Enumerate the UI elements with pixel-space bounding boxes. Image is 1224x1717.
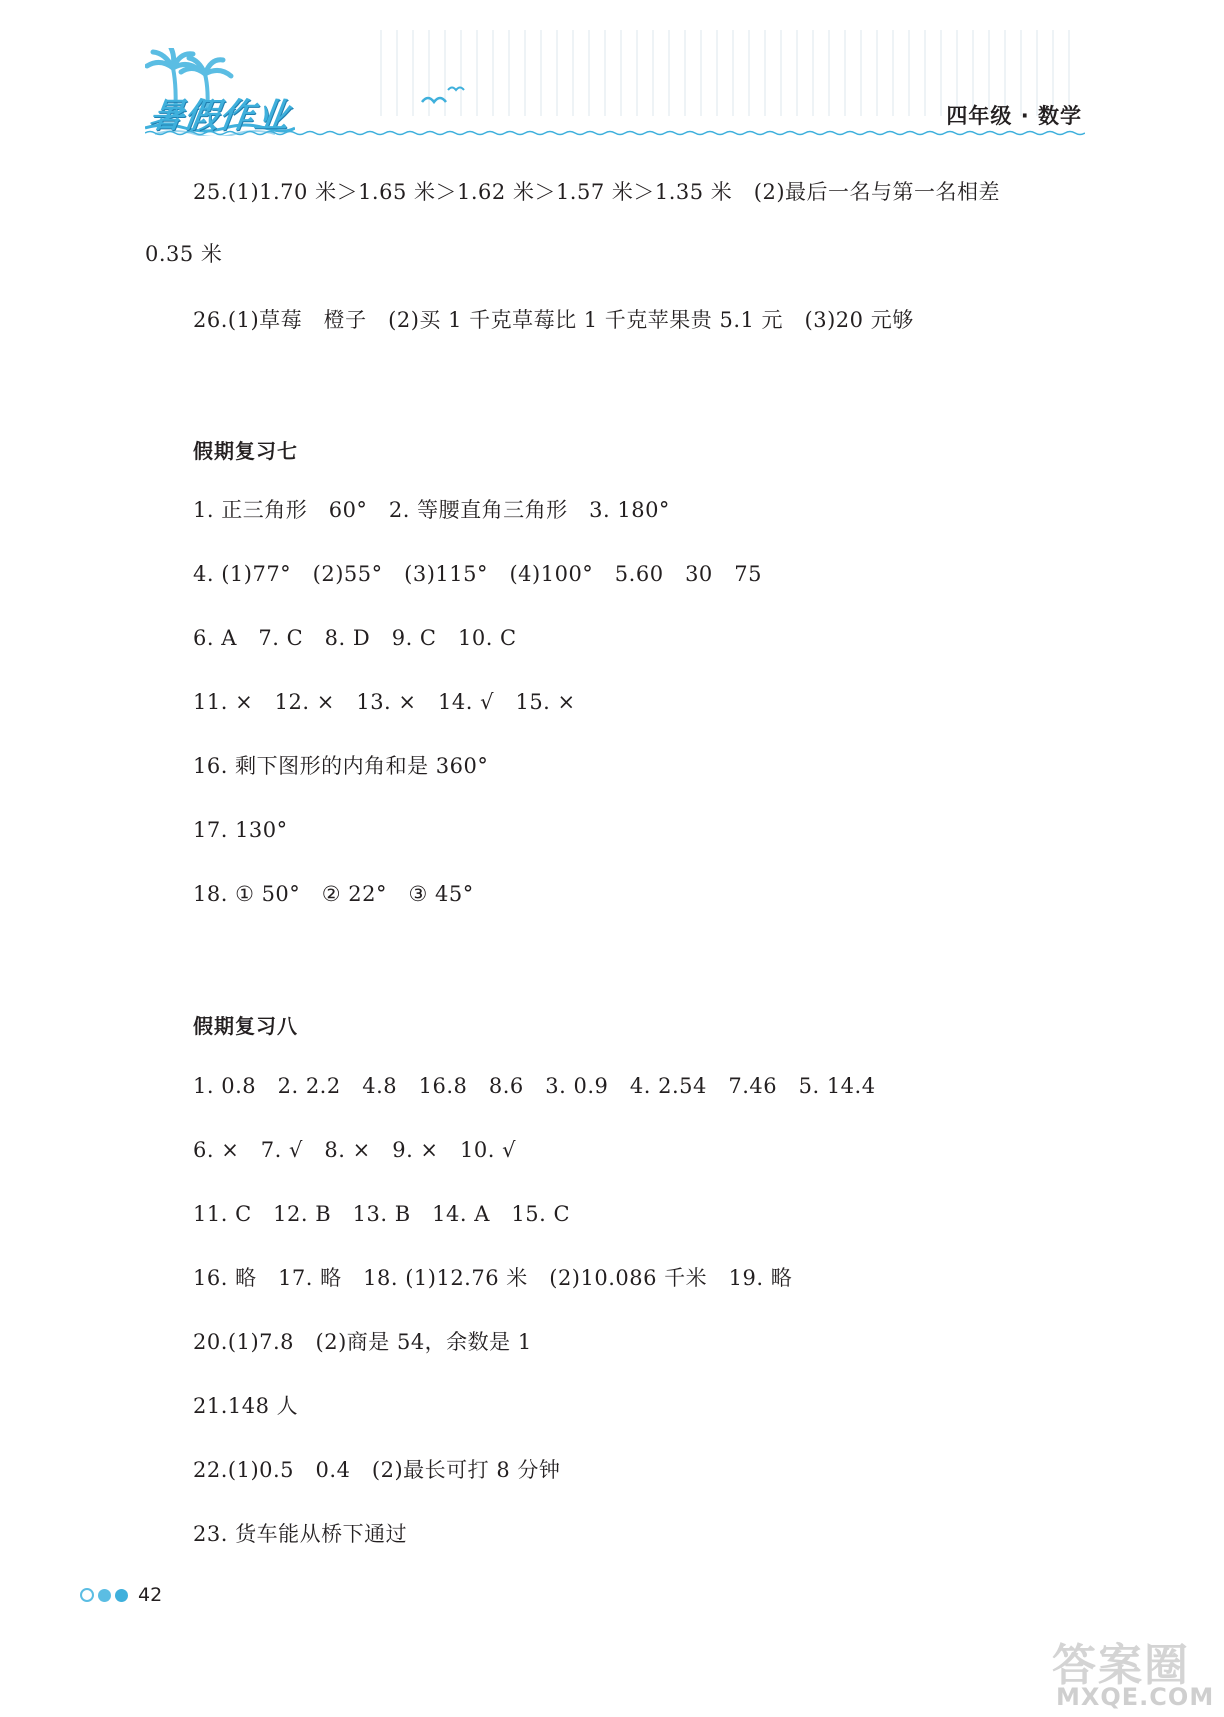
answer-line: 0.35 米 — [145, 242, 223, 266]
answer-line: 26.(1)草莓 橙子 (2)买 1 千克草莓比 1 千克苹果贵 5.1 元 (3)20 元够 — [193, 308, 914, 332]
answer-line: 4. (1)77° (2)55° (3)115° (4)100° 5.60 30 75 — [193, 562, 763, 586]
section-heading: 假期复习八 — [193, 1014, 298, 1038]
logo-title: 暑假作业 — [146, 96, 293, 136]
grade-subject-label: 四年级 · 数学 — [946, 104, 1082, 128]
circle-outline-icon — [80, 1588, 94, 1602]
answer-line: 11. C 12. B 13. B 14. A 15. C — [193, 1202, 571, 1226]
answer-line: 11. × 12. × 13. × 14. √ 15. × — [193, 690, 576, 714]
answer-line: 16. 剩下图形的内角和是 360° — [193, 754, 489, 778]
page-footer — [80, 1580, 162, 1610]
watermark-url-text: MXQE.COM — [1056, 1683, 1215, 1711]
answer-line: 17. 130° — [193, 818, 288, 842]
answer-line: 16. 略 17. 略 18. (1)12.76 米 (2)10.086 千米 19. 略 — [193, 1266, 793, 1290]
page-number: 42 — [138, 1584, 163, 1606]
circle-filled-icon — [115, 1589, 128, 1602]
answer-line: 1. 0.8 2. 2.2 4.8 16.8 8.6 3. 0.9 4. 2.54 7.46 5. 14.4 — [193, 1074, 876, 1098]
answer-line: 6. A 7. C 8. D 9. C 10. C — [193, 626, 517, 650]
answer-line: 20.(1)7.8 (2)商是 54，余数是 1 — [193, 1330, 532, 1354]
watermark — [1042, 1625, 1222, 1715]
circle-filled-icon — [98, 1589, 111, 1602]
answer-line: 22.(1)0.5 0.4 (2)最长可打 8 分钟 — [193, 1458, 561, 1482]
answer-line: 6. × 7. √ 8. × 9. × 10. √ — [193, 1138, 516, 1162]
answer-line: 1. 正三角形 60° 2. 等腰直角三角形 3. 180° — [193, 498, 670, 522]
answer-line: 18. ① 50° ② 22° ③ 45° — [193, 882, 474, 906]
answer-line: 25.(1)1.70 米＞1.65 米＞1.62 米＞1.57 米＞1.35 米 (2)最后一名与第一名相差 — [193, 180, 1001, 204]
section-heading: 假期复习七 — [193, 439, 298, 463]
answer-line: 23. 货车能从桥下通过 — [193, 1522, 408, 1546]
answer-line: 21.148 人 — [193, 1394, 299, 1418]
watermark-logo-text: 答案圈 — [1052, 1640, 1190, 1691]
